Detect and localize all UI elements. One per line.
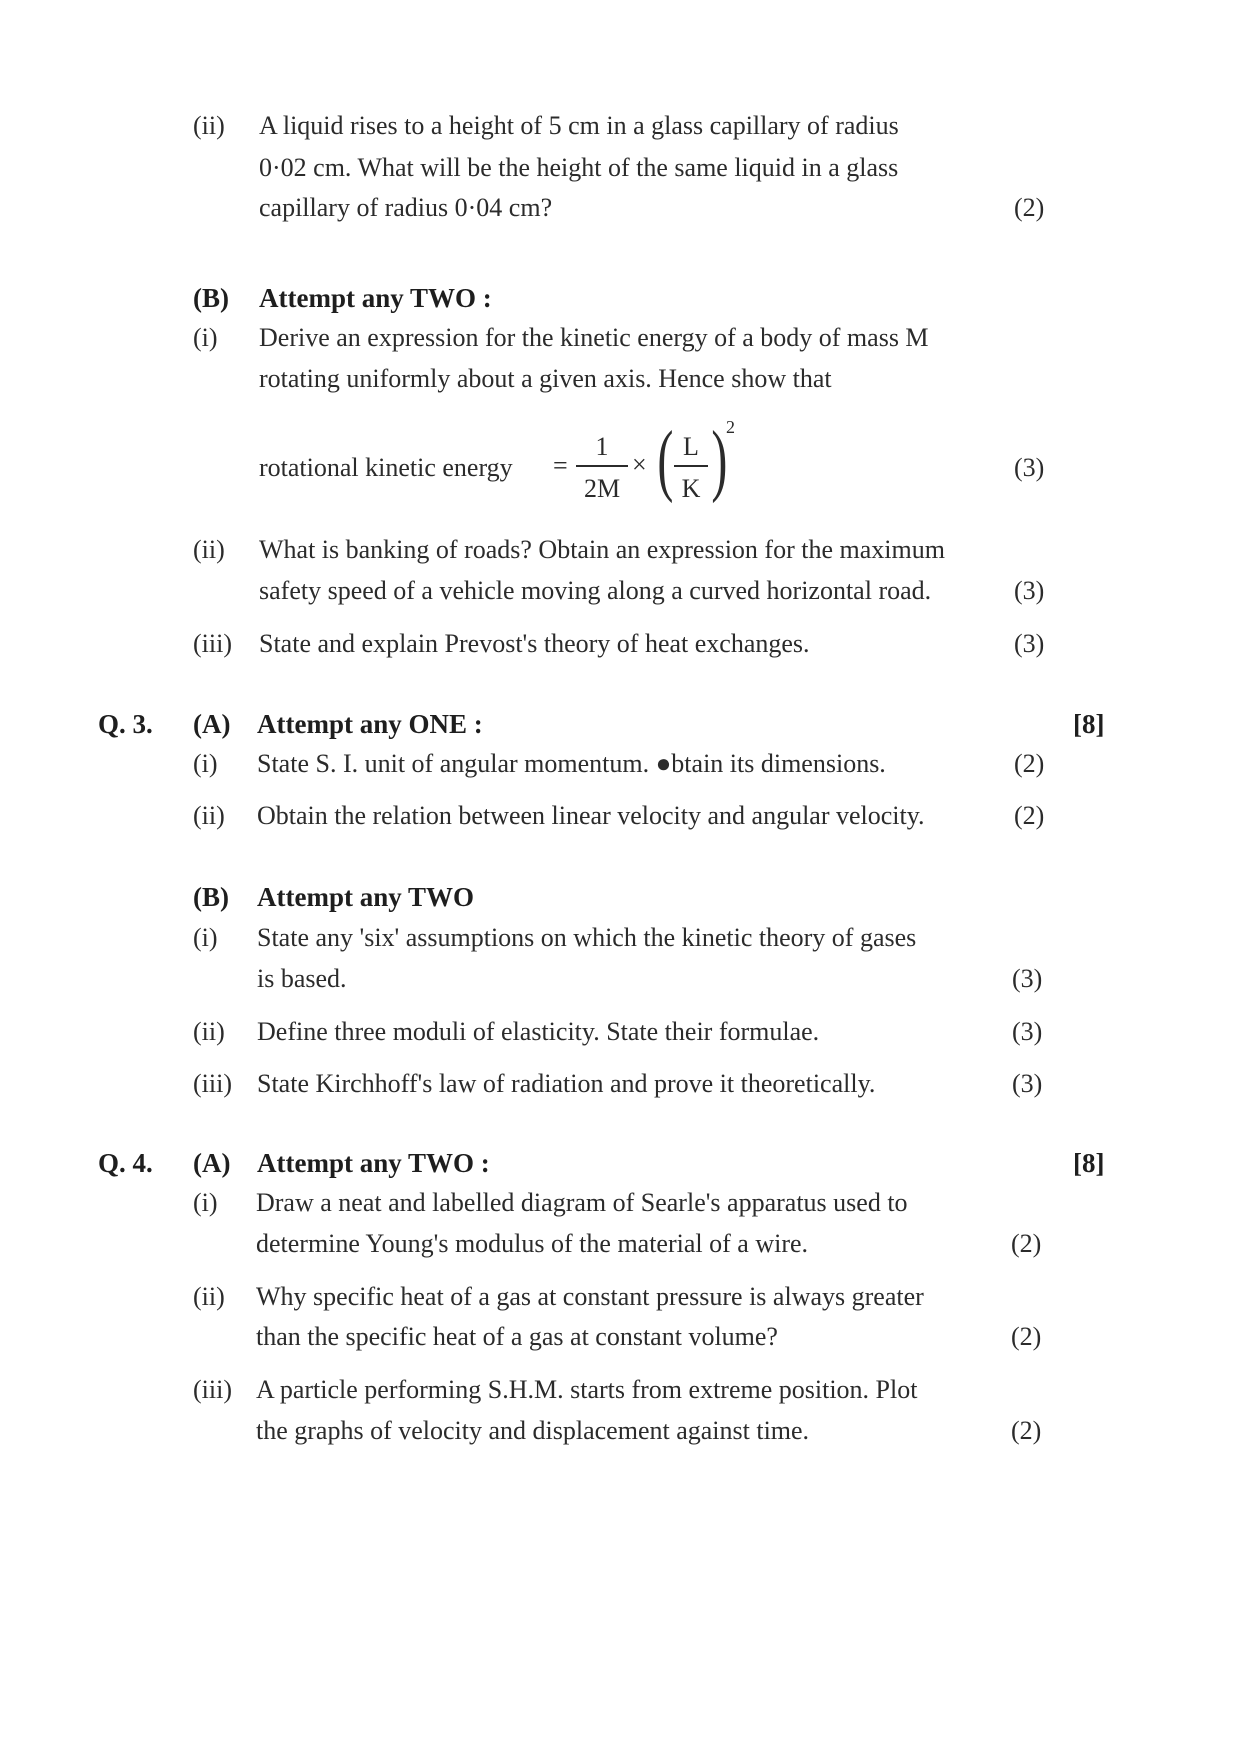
item-number: (i) [193,749,218,778]
fraction-bar [576,465,628,467]
section-label: (A) [193,1148,231,1178]
question-text: Define three moduli of elasticity. State their formulae. [257,1017,820,1046]
marks: (3) [1014,453,1045,482]
marks: (3) [1012,1069,1043,1098]
marks: (2) [1014,801,1045,830]
section-heading: Attempt any TWO [257,882,475,912]
item-number: (ii) [193,111,225,140]
total-marks: [8] [1073,709,1105,739]
item-number: (ii) [193,801,225,830]
section-heading: Attempt any ONE : [257,709,483,739]
question-text: Derive an expression for the kinetic energy of a body of mass M [259,323,929,352]
section-label: (B) [193,882,229,912]
right-paren: ) [711,416,728,504]
question-text: Obtain the relation between linear velocity and angular velocity. [257,801,925,830]
question-text: than the specific heat of a gas at constant volume? [256,1322,778,1351]
item-number: (i) [193,323,218,352]
left-paren: ( [657,416,674,504]
question-text: State S. I. unit of angular momentum. ●btain its dimensions. [257,749,886,778]
fraction-numerator: 1 [595,432,609,461]
question-text: State Kirchhoff's law of radiation and prove it theoretically. [257,1069,876,1098]
question-text: What is banking of roads? Obtain an expression for the maximum [259,535,945,564]
total-marks: [8] [1073,1148,1105,1178]
item-number: (ii) [193,535,225,564]
question-text: State and explain Prevost's theory of heat exchanges. [259,629,810,658]
item-number: (i) [193,923,218,952]
section-label: (B) [193,283,229,313]
item-number: (iii) [193,1375,232,1404]
item-number: (iii) [193,629,232,658]
marks: (2) [1011,1322,1042,1351]
section-heading: Attempt any TWO : [259,283,492,313]
fraction-denominator: K [681,474,701,503]
question-number: Q. 4. [98,1148,153,1178]
item-number: (iii) [193,1069,232,1098]
item-number: (ii) [193,1282,225,1311]
question-text: A particle performing S.H.M. starts from extreme position. Plot [256,1375,918,1404]
formula-times: × [632,450,647,479]
marks: (2) [1011,1229,1042,1258]
question-text: A liquid rises to a height of 5 cm in a glass capillary of radius [259,111,899,140]
question-text: Draw a neat and labelled diagram of Searle's apparatus used to [256,1188,908,1217]
question-text: determine Young's modulus of the material of a wire. [256,1229,809,1258]
item-number: (i) [193,1188,218,1217]
marks: (2) [1014,193,1045,222]
question-text: capillary of radius 0·04 cm? [259,193,553,222]
question-number: Q. 3. [98,709,153,739]
marks: (3) [1014,576,1045,605]
section-label: (A) [193,709,231,739]
question-text: State any 'six' assumptions on which the kinetic theory of gases [257,923,917,952]
formula-equals: = [553,451,568,480]
question-text: is based. [257,964,347,993]
marks: (2) [1011,1416,1042,1445]
formula-lhs: rotational kinetic energy [259,453,513,482]
marks: (2) [1014,749,1045,778]
question-text: 0·02 cm. What will be the height of the same liquid in a glass [259,153,899,182]
item-number: (ii) [193,1017,225,1046]
section-heading: Attempt any TWO : [257,1148,490,1178]
marks: (3) [1012,964,1043,993]
marks: (3) [1014,629,1045,658]
question-text: the graphs of velocity and displacement against time. [256,1416,810,1445]
fraction-denominator: 2M [583,474,621,503]
question-text: Why specific heat of a gas at constant pressure is always greater [256,1282,924,1311]
question-text: safety speed of a vehicle moving along a curved horizontal road. [259,576,932,605]
fraction-bar [674,465,708,467]
fraction-numerator: L [683,432,699,461]
formula-exponent: 2 [726,417,735,437]
question-text: rotating uniformly about a given axis. Hence show that [259,364,832,393]
marks: (3) [1012,1017,1043,1046]
